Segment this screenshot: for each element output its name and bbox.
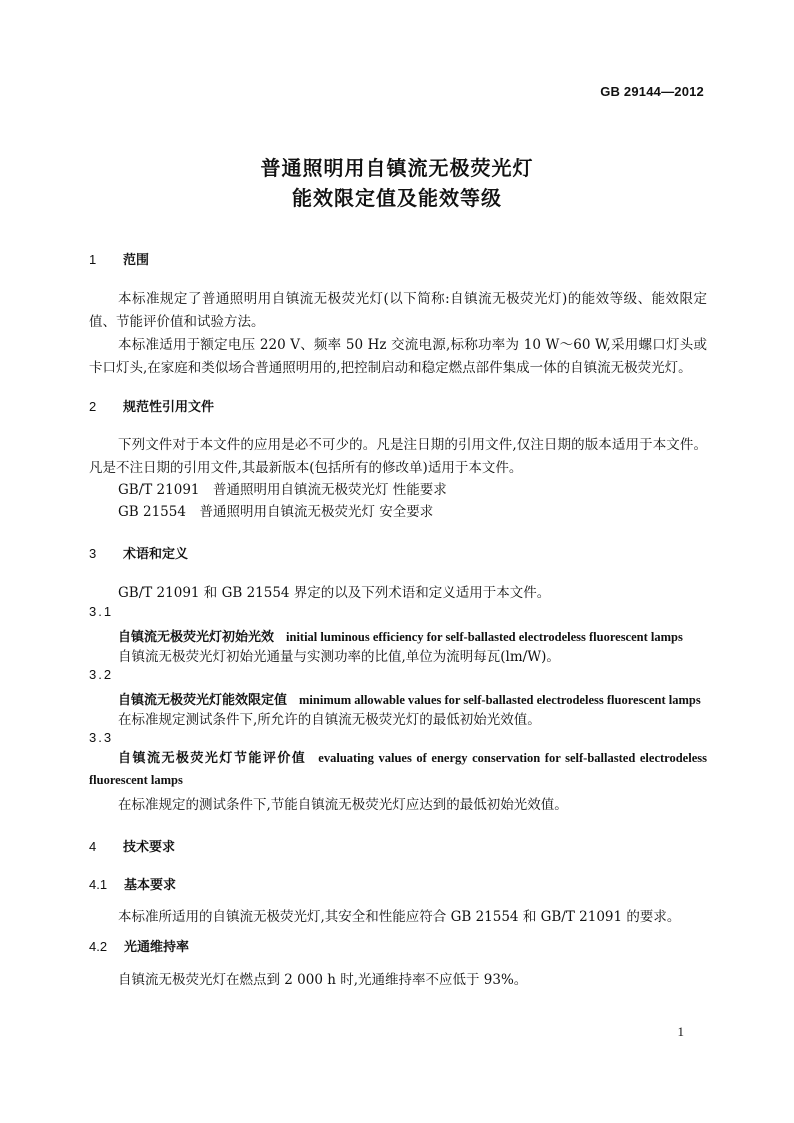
section-2-heading: [89, 396, 214, 415]
section-number: 4: [89, 839, 97, 854]
normative-reference-1: GB/T 21091 普通照明用自镇流无极荧光灯 性能要求: [118, 482, 447, 498]
term-english: evaluating values of energy conservation for self-ballasted electrodeless fluorescent lamps: [89, 751, 707, 787]
document-title-line2: 能效限定值及能效等级: [292, 186, 502, 210]
term-chinese: 自镇流无极荧光灯能效限定值: [118, 693, 288, 708]
section-3-heading: [89, 543, 188, 562]
subsection-number: 4.1: [89, 877, 108, 892]
normative-reference-2: GB 21554 普通照明用自镇流无极荧光灯 安全要求: [118, 504, 434, 520]
term-number: 3.2: [89, 667, 114, 682]
section-1-paragraph-2: 本标准适用于额定电压 220 V、频率 50 Hz 交流电源,标称功率为 10 W～60 W,采用螺口灯头或卡口灯头,在家庭和类似场合普通照明用的,把控制启动和稳定燃点部件集成一体的自镇流无极荧光灯。: [89, 337, 707, 376]
subsection-title: 光通维持率: [124, 940, 190, 955]
term-definition: 在标准规定测试条件下,所允许的自镇流无极荧光灯的最低初始光效值。: [118, 712, 541, 728]
term-number: 3.3: [89, 730, 114, 745]
section-1-paragraph-1: 本标准规定了普通照明用自镇流无极荧光灯(以下简称:自镇流无极荧光灯)的能效等级、能效限定值、节能评价值和试验方法。: [89, 291, 707, 330]
subsection-4-1-heading: [89, 874, 176, 893]
term-number: 3.1: [89, 604, 114, 619]
section-title: 范围: [123, 253, 150, 268]
section-4-heading: [89, 836, 175, 855]
term-chinese: 自镇流无极荧光灯节能评价值: [118, 751, 307, 766]
section-title: 术语和定义: [123, 547, 189, 562]
subsection-4-1-paragraph: 本标准所适用的自镇流无极荧光灯,其安全和性能应符合 GB 21554 和 GB/T 21091 的要求。: [118, 909, 681, 925]
page-number: 1: [677, 1024, 684, 1039]
subsection-number: 4.2: [89, 939, 108, 954]
term-english: initial luminous efficiency for self-ballasted electrodeless fluorescent lamps: [286, 630, 683, 644]
section-2-paragraph-1: 下列文件对于本文件的应用是必不可少的。凡是注日期的引用文件,仅注日期的版本适用于本文件。凡是不注日期的引用文件,其最新版本(包括所有的修改单)适用于本文件。: [89, 437, 707, 476]
section-number: 1: [89, 252, 97, 267]
section-number: 2: [89, 399, 97, 414]
document-title-line1: 普通照明用自镇流无极荧光灯: [260, 156, 534, 180]
section-number: 3: [89, 546, 97, 561]
term-title: [89, 748, 707, 792]
term-definition: 自镇流无极荧光灯初始光通量与实测功率的比值,单位为流明每瓦(lm/W)。: [118, 649, 560, 665]
term-definition: 在标准规定的测试条件下,节能自镇流无极荧光灯应达到的最低初始光效值。: [118, 797, 568, 813]
standard-code: GB 29144—2012: [600, 84, 704, 99]
term-chinese: 自镇流无极荧光灯初始光效: [118, 630, 275, 645]
subsection-4-2-paragraph: 自镇流无极荧光灯在燃点到 2 000 h 时,光通维持率不应低于 93%。: [118, 972, 528, 988]
section-1-heading: [89, 249, 149, 268]
section-3-intro: GB/T 21091 和 GB 21554 界定的以及下列术语和定义适用于本文件。: [118, 585, 551, 601]
subsection-title: 基本要求: [124, 878, 177, 893]
section-title: 技术要求: [123, 840, 176, 855]
term-title: [118, 689, 707, 708]
subsection-4-2-heading: [89, 936, 189, 955]
term-title: [118, 626, 707, 645]
term-english: minimum allowable values for self-ballasted electrodeless fluorescent lamps: [299, 693, 701, 707]
section-title: 规范性引用文件: [123, 400, 215, 415]
